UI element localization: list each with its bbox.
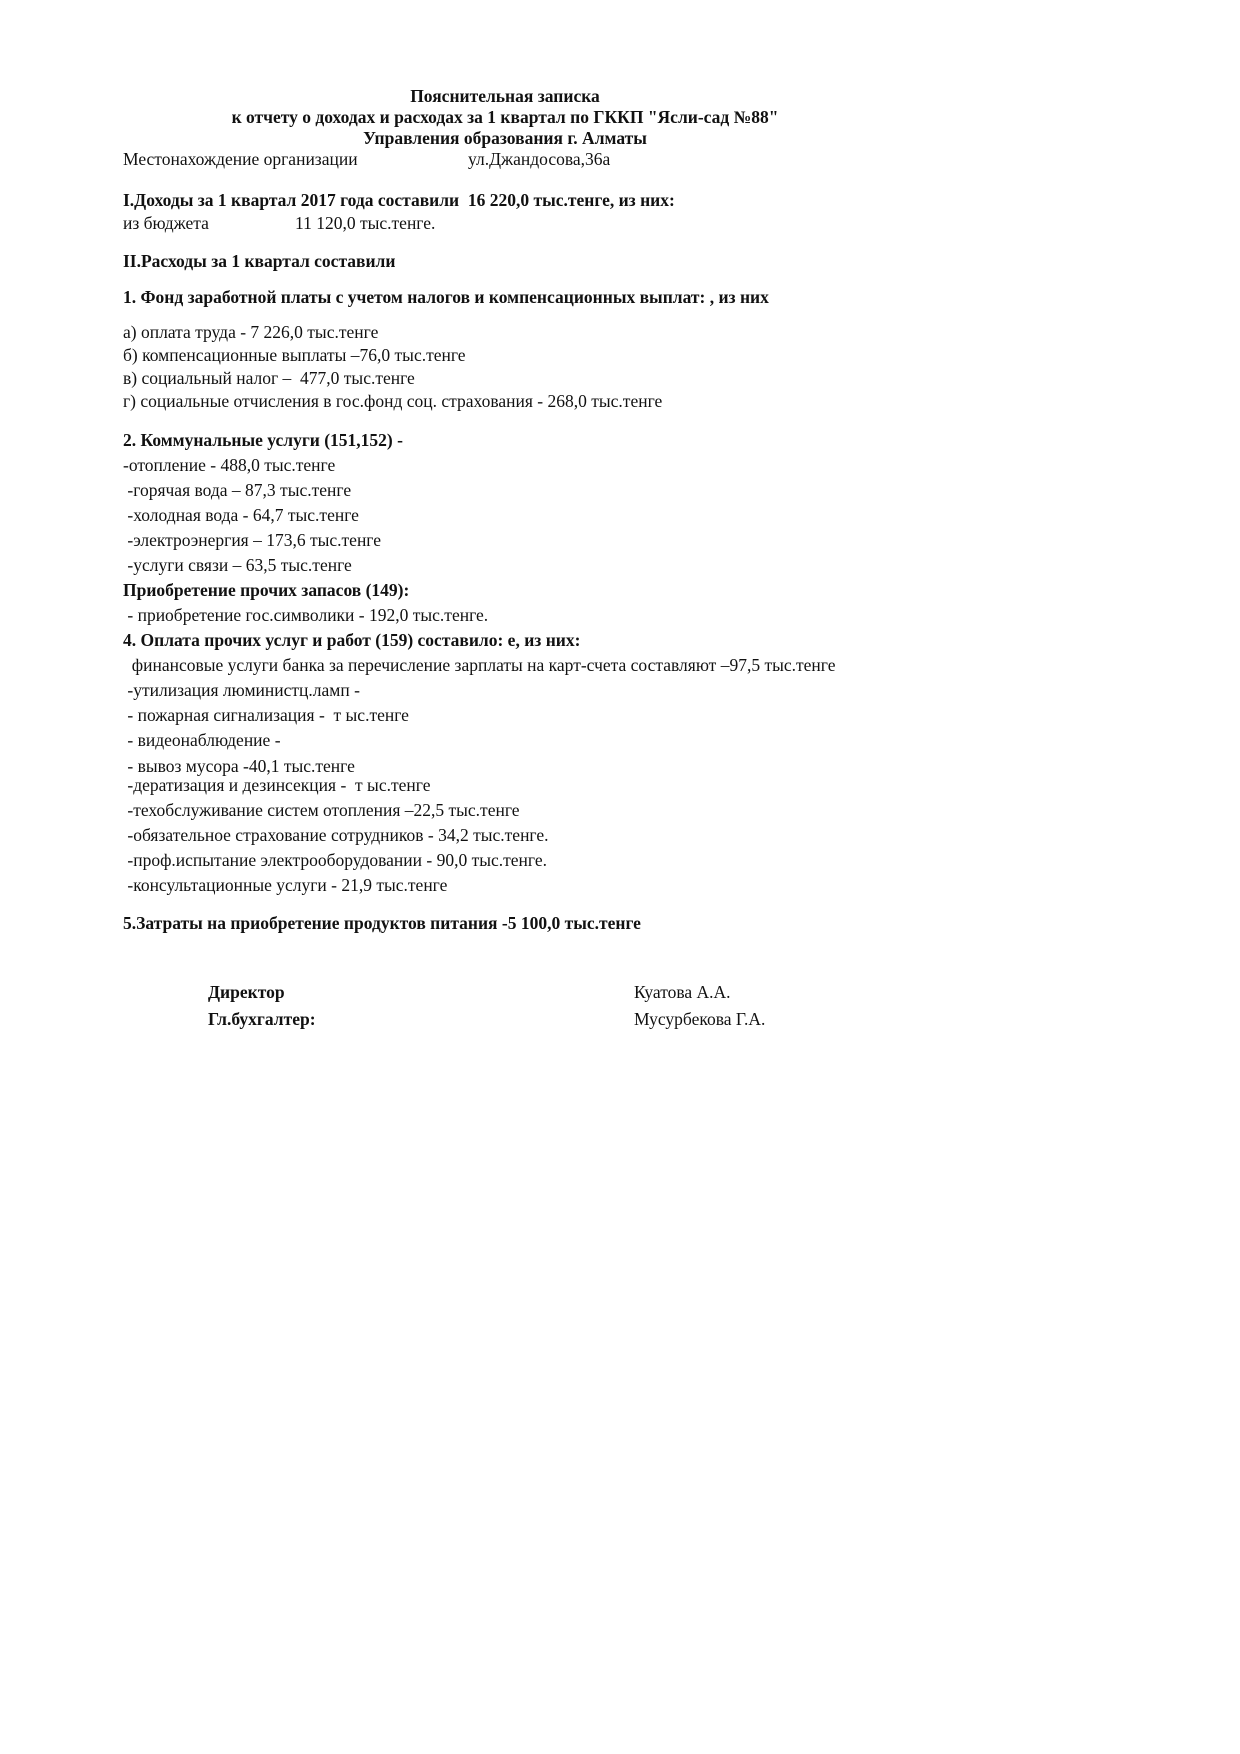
- supplies-item: - приобретение гос.символики - 192,0 тыс.тенге.: [123, 605, 489, 625]
- director-label: Директор: [208, 982, 285, 1002]
- director-name: Куатова А.А.: [634, 982, 731, 1002]
- services-item: -дератизация и дезинсекция - т ыс.тенге: [123, 775, 431, 795]
- doc-organization: Управления образования г. Алматы: [363, 128, 647, 148]
- utilities-item: -горячая вода – 87,3 тыс.тенге: [123, 480, 352, 500]
- payroll-item: б) компенсационные выплаты –76,0 тыс.тенге: [123, 345, 466, 365]
- accountant-label: Гл.бухгалтер:: [208, 1009, 316, 1029]
- payroll-item: в) социальный налог – 477,0 тыс.тенге: [123, 368, 415, 388]
- services-item: финансовые услуги банка за перечисление зарплаты на карт-счета составляют –97,5 тыс.тенге: [123, 655, 836, 675]
- income-heading: I.Доходы за 1 квартал 2017 года составили 16 220,0 тыс.тенге, из них:: [123, 190, 675, 210]
- services-item: -техобслуживание систем отопления –22,5 тыс.тенге: [123, 800, 520, 820]
- location-value: ул.Джандосова,36а: [468, 149, 611, 169]
- income-budget-label: из бюджета: [123, 213, 209, 233]
- accountant-name: Мусурбекова Г.А.: [634, 1009, 766, 1029]
- services-item: -обязательное страхование сотрудников - 34,2 тыс.тенге.: [123, 825, 549, 845]
- utilities-item: -отопление - 488,0 тыс.тенге: [123, 455, 336, 475]
- utilities-heading: 2. Коммунальные услуги (151,152) -: [123, 430, 403, 450]
- expenses-heading: II.Расходы за 1 квартал составили: [123, 251, 396, 271]
- doc-subtitle: к отчету о доходах и расходах за 1 квартал по ГККП "Ясли-сад №88": [231, 107, 779, 127]
- doc-title: Пояснительная записка: [410, 86, 600, 106]
- utilities-item: -услуги связи – 63,5 тыс.тенге: [123, 555, 352, 575]
- payroll-heading: 1. Фонд заработной платы с учетом налогов и компенсационных выплат: , из них: [123, 287, 769, 307]
- services-heading: 4. Оплата прочих услуг и работ (159) составило: е, из них:: [123, 630, 581, 650]
- income-budget-value: 11 120,0 тыс.тенге.: [295, 213, 436, 233]
- payroll-item: г) социальные отчисления в гос.фонд соц. страхования - 268,0 тыс.тенге: [123, 391, 663, 411]
- services-item: -консультационные услуги - 21,9 тыс.тенге: [123, 875, 448, 895]
- utilities-item: -холодная вода - 64,7 тыс.тенге: [123, 505, 359, 525]
- location-label: Местонахождение организации: [123, 149, 358, 169]
- payroll-item: а) оплата труда - 7 226,0 тыс.тенге: [123, 322, 379, 342]
- supplies-heading: Приобретение прочих запасов (149):: [123, 580, 410, 600]
- services-item: -проф.испытание электрооборудовании - 90,0 тыс.тенге.: [123, 850, 547, 870]
- utilities-item: -электроэнергия – 173,6 тыс.тенге: [123, 530, 382, 550]
- services-item: - вывоз мусора -40,1 тыс.тенге: [123, 756, 355, 776]
- services-item: -утилизация люминистц.ламп -: [123, 680, 360, 700]
- food-heading: 5.Затраты на приобретение продуктов питания -5 100,0 тыс.тенге: [123, 913, 641, 933]
- services-item: - видеонаблюдение -: [123, 730, 281, 750]
- services-item: - пожарная сигнализация - т ыс.тенге: [123, 705, 409, 725]
